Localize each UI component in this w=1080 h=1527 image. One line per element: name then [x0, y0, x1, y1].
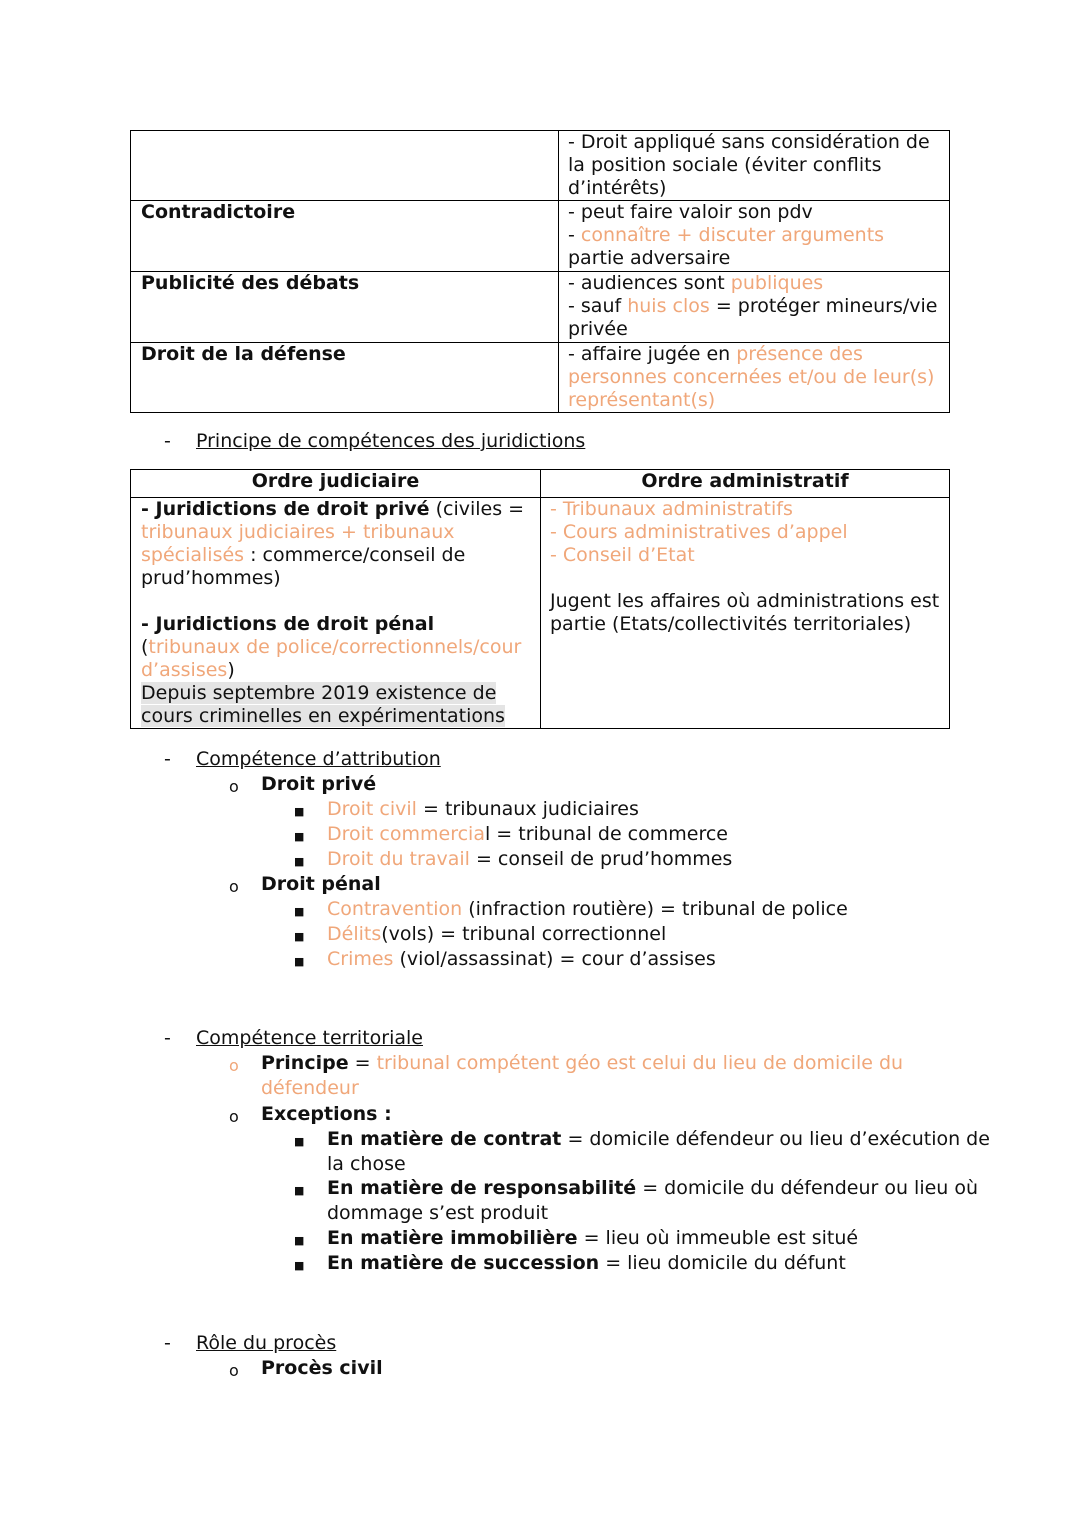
square-bullet: ■: [294, 930, 305, 943]
list-item: Crimes (viol/assassinat) = cour d’assises: [327, 948, 716, 970]
table-header-row: [131, 470, 950, 498]
list-item: En matière de succession = lieu domicile du défunt: [327, 1252, 846, 1274]
section-heading: Compétence territoriale: [196, 1027, 423, 1049]
principle-description: - peut faire valoir son pdv - connaître + discuter arguments partie adversaire: [559, 201, 950, 272]
square-bullet: ■: [294, 1259, 305, 1272]
jurisdictions-table: [130, 469, 950, 729]
section-heading: Compétence d’attribution: [196, 748, 441, 770]
judicial-order-cell: - Juridictions de droit privé (civiles = tribunaux judiciaires + tribunaux spécialisés : commerce/conseil de prud’hommes) - Juridictions de droit pénal (tribunaux de police/correctionnels/cour d’assises) Depuis septembre 2019 existence de cours criminelles en expérimentations: [131, 498, 541, 729]
subheading: Droit pénal: [261, 873, 381, 895]
principle-description: - audiences sont publiques - sauf huis clos = protéger mineurs/vie privée: [559, 272, 950, 343]
table-row: [131, 131, 950, 201]
square-bullet: ■: [294, 855, 305, 868]
principle-description: - Droit appliqué sans considération de la position sociale (éviter conflits d’intérêts): [559, 131, 950, 201]
list-item: Contravention (infraction routière) = tribunal de police: [327, 898, 848, 920]
table-row: [131, 201, 950, 272]
square-bullet: ■: [294, 1234, 305, 1247]
section-heading: Rôle du procès: [196, 1332, 337, 1354]
list-item: En matière immobilière = lieu où immeuble est situé: [327, 1227, 859, 1249]
column-header: Ordre administratif: [541, 470, 950, 498]
subheading: Exceptions :: [261, 1103, 392, 1125]
subheading: Procès civil: [261, 1357, 383, 1379]
list-dash: -: [164, 748, 171, 770]
list-item: Droit civil = tribunaux judiciaires: [327, 798, 639, 820]
circle-bullet: o: [229, 1361, 239, 1380]
circle-bullet: o: [229, 877, 239, 896]
principle-description: - affaire jugée en présence des personnes concernées et/ou de leur(s) représentant(s): [559, 343, 950, 413]
circle-bullet: o: [229, 1056, 239, 1075]
list-dash: -: [164, 1027, 171, 1049]
principe-line: Principe = tribunal compétent géo est celui du lieu de domicile du: [261, 1052, 904, 1074]
principle-label: Contradictoire: [141, 201, 296, 223]
administrative-order-cell: - Tribunaux administratifs - Cours administratives d’appel - Conseil d’Etat Jugent les affaires où administrations est partie (Etats/collectivités territoriales): [541, 498, 950, 729]
square-bullet: ■: [294, 905, 305, 918]
principles-table: [130, 130, 950, 413]
list-dash: -: [164, 430, 171, 452]
square-bullet: ■: [294, 1184, 305, 1197]
section-heading: Principe de compétences des juridictions: [196, 430, 586, 452]
list-item: Délits(vols) = tribunal correctionnel: [327, 923, 667, 945]
subheading: Droit privé: [261, 773, 377, 795]
circle-bullet: o: [229, 777, 239, 796]
list-dash: -: [164, 1332, 171, 1354]
list-item: En matière de responsabilité = domicile du défendeur ou lieu où: [327, 1177, 979, 1199]
principle-label: [131, 131, 559, 201]
list-item-continued: la chose: [327, 1153, 406, 1175]
list-item: En matière de contrat = domicile défendeur ou lieu d’exécution de: [327, 1128, 990, 1150]
square-bullet: ■: [294, 805, 305, 818]
table-row: [131, 498, 950, 729]
square-bullet: ■: [294, 1135, 305, 1148]
principe-line-continued: défendeur: [261, 1077, 359, 1099]
principle-label: Publicité des débats: [141, 272, 360, 294]
table-row: [131, 343, 950, 413]
list-item: Droit commercial = tribunal de commerce: [327, 823, 728, 845]
square-bullet: ■: [294, 955, 305, 968]
table-row: [131, 272, 950, 343]
list-item-continued: dommage s’est produit: [327, 1202, 549, 1224]
circle-bullet: o: [229, 1107, 239, 1126]
square-bullet: ■: [294, 830, 305, 843]
list-item: Droit du travail = conseil de prud’hommes: [327, 848, 733, 870]
principle-label: Droit de la défense: [141, 343, 346, 365]
column-header: Ordre judiciaire: [131, 470, 541, 498]
